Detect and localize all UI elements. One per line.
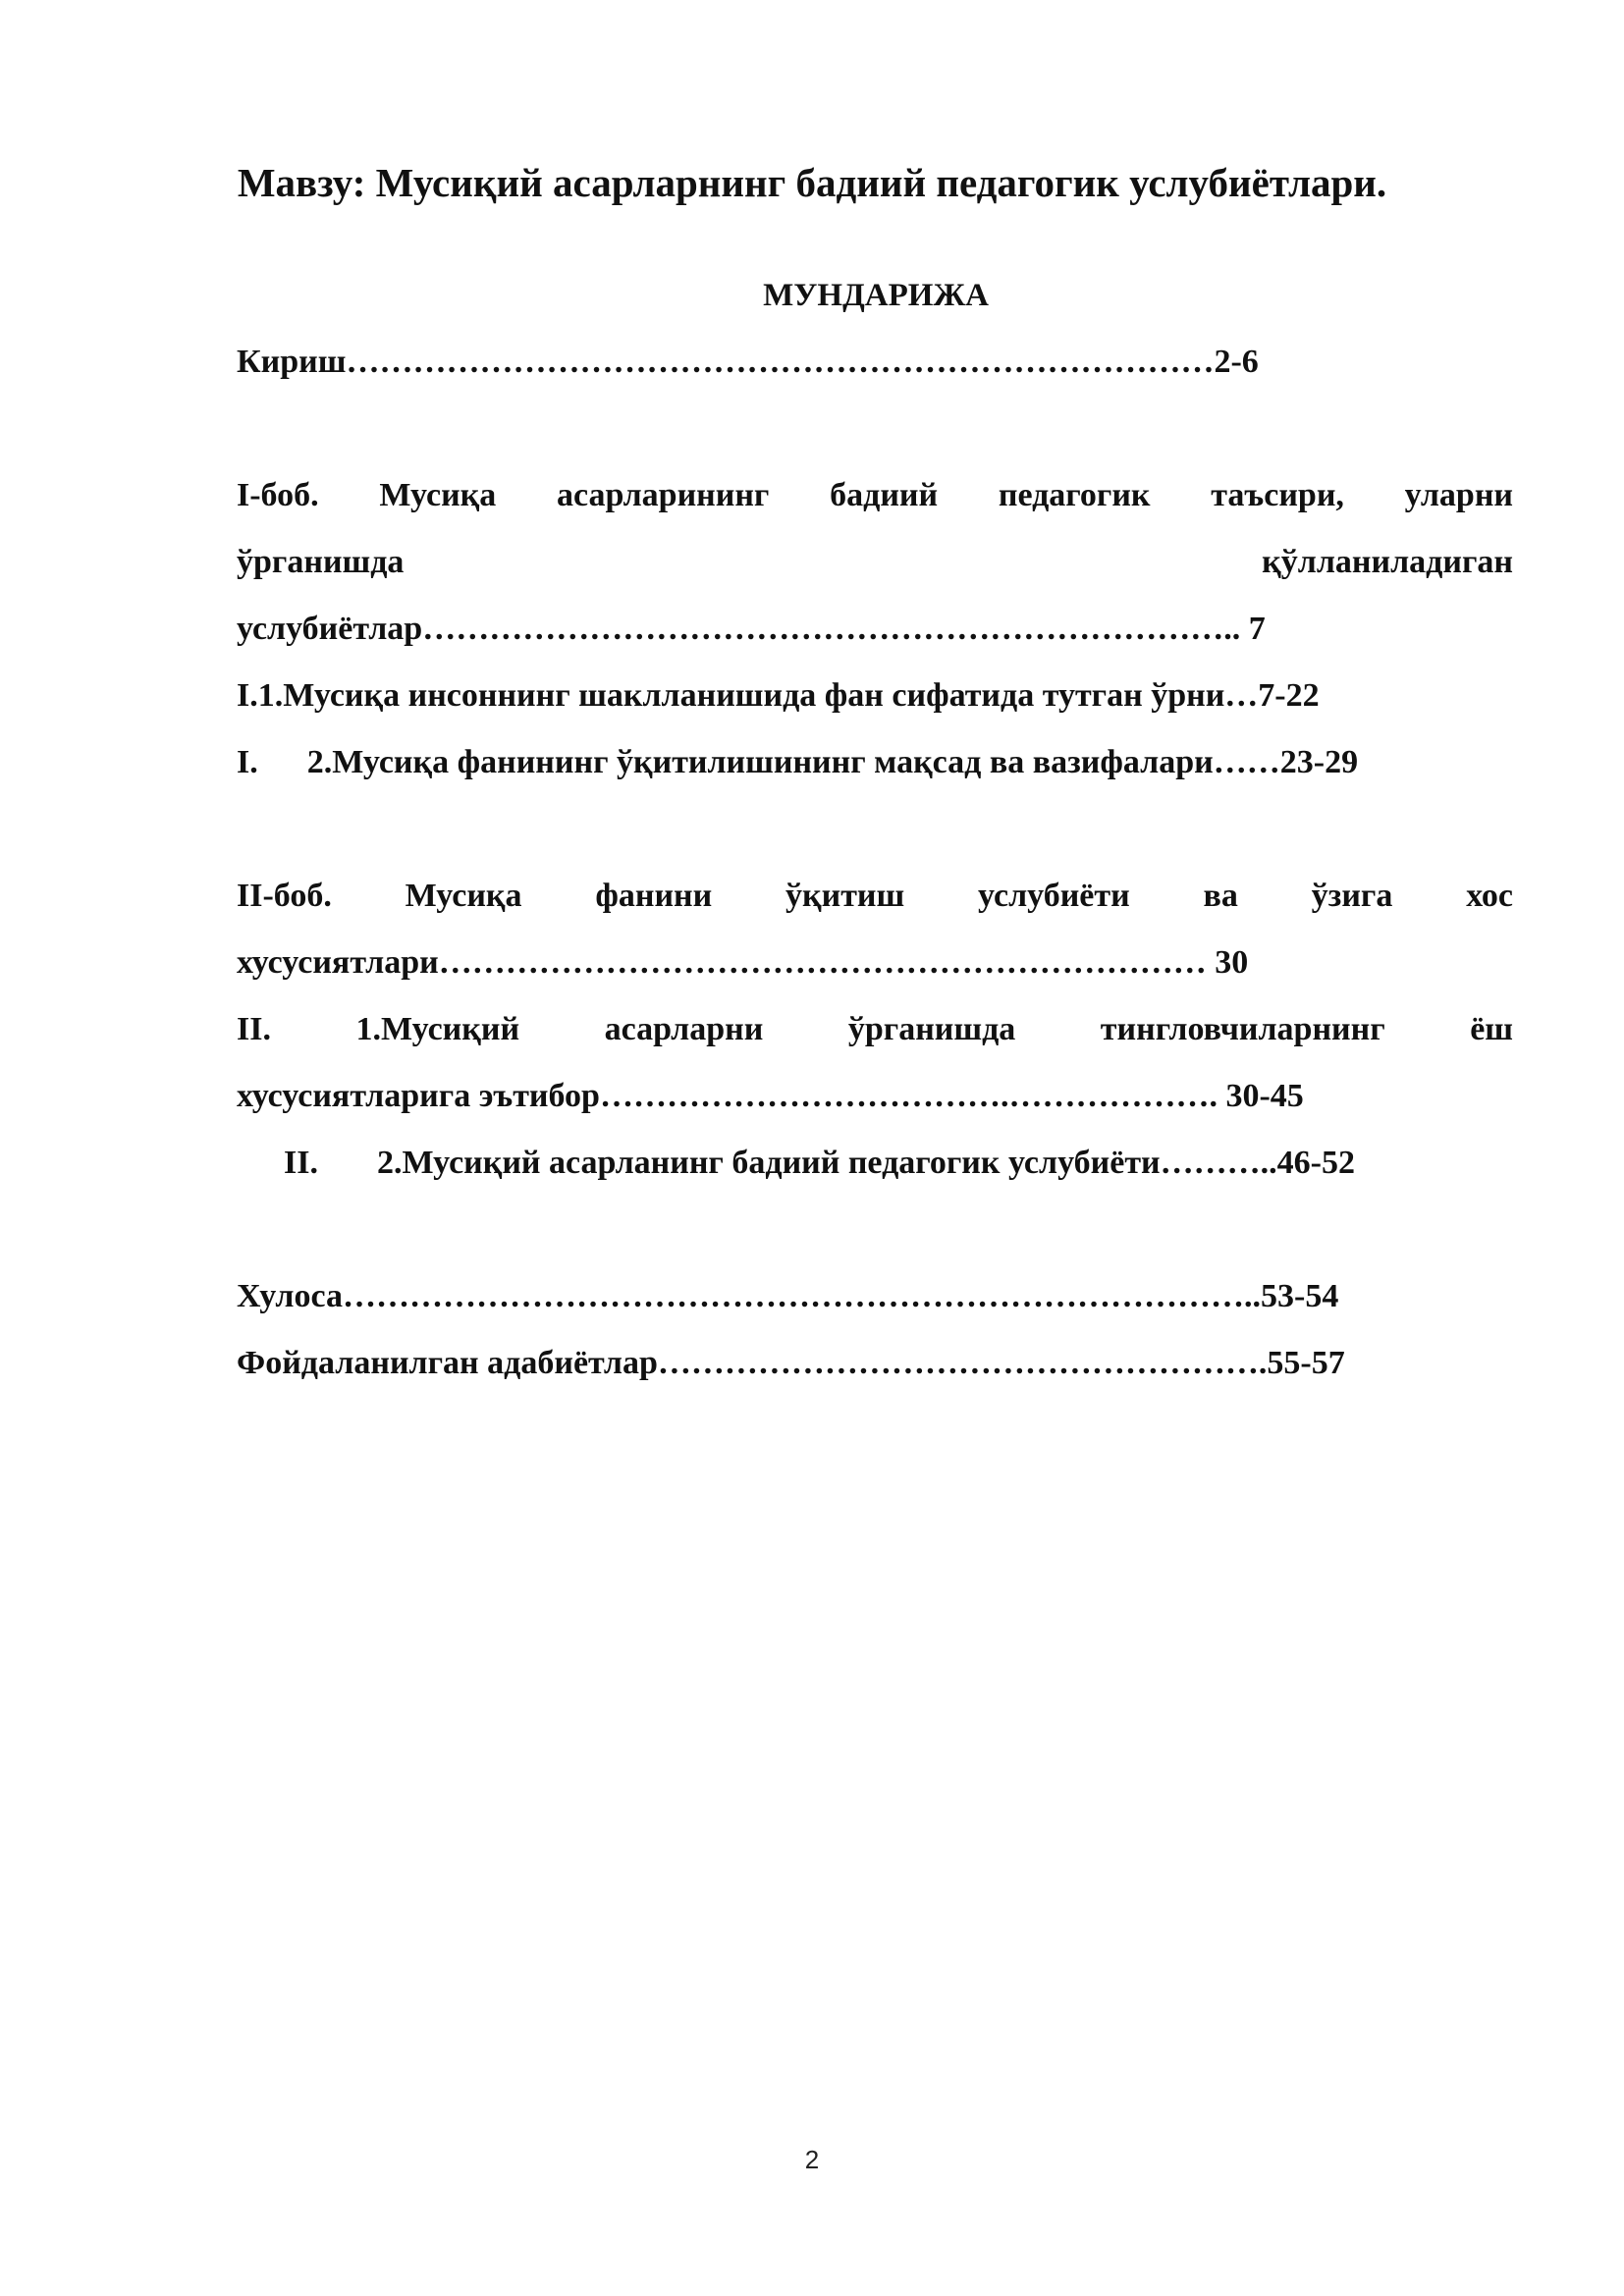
toc-entry-references: Фойдаланилган адабиётлар……………………………………………….55-57 (237, 1345, 1345, 1381)
toc-section-text: 2.Мусиқа фанининг ўқитилишининг мақсад ва вазифалари……23-29 (306, 744, 1359, 780)
toc-entry-section-1-2 (237, 730, 1513, 795)
toc-entry-chapter-2-line-2: хусусиятлари…………………………………………………………… 30 (237, 944, 1249, 981)
toc-entry-chapter-2-line-1: II-боб. Мусиқа фанини ўқитиш услубиёти ва ўзига хос (237, 878, 1513, 914)
toc-entry-section-2-1-line-1: II. 1.Мусиқий асарларни ўрганишда тингловчиларнинг ёш (237, 1011, 1513, 1047)
toc-section-number: II. (284, 1145, 318, 1181)
toc-entry-chapter-1-line-1: I-боб. Мусиқа асарларининг бадиий педагогик таъсири, уларни (237, 477, 1513, 513)
toc-entry-conclusion: Хулоса………………………………………………………………………..53-54 (237, 1278, 1339, 1314)
toc-entry-chapter-1-line-2: ўрганишда қўлланиладиган (237, 544, 1513, 580)
toc-entry-section-2-2 (284, 1131, 1513, 1196)
page-number: 2 (804, 2145, 820, 2174)
toc-entry-section-2-1-line-2: хусусиятларига эътибор……………………………….………………. 30-45 (237, 1078, 1304, 1114)
toc-section-number: I. (237, 744, 258, 780)
toc-entry-chapter-1-line-3: услубиётлар……………………………………………………………….. 7 (237, 611, 1266, 647)
toc-section-text: 2.Мусиқий асарланинг бадиий педагогик услубиёти………..46-52 (376, 1145, 1355, 1181)
contents-heading: МУНДАРИЖА (763, 278, 989, 313)
document-title: Мавзу: Мусиқий асарларнинг бадиий педагогик услубиётлари. (237, 160, 1387, 205)
toc-entry-section-1-1: I.1.Мусиқа инсоннинг шаклланишида фан сифатида тутган ўрни…7-22 (237, 677, 1320, 714)
toc-entry-introduction: Кириш……………………………………………………………………2-6 (237, 344, 1259, 380)
